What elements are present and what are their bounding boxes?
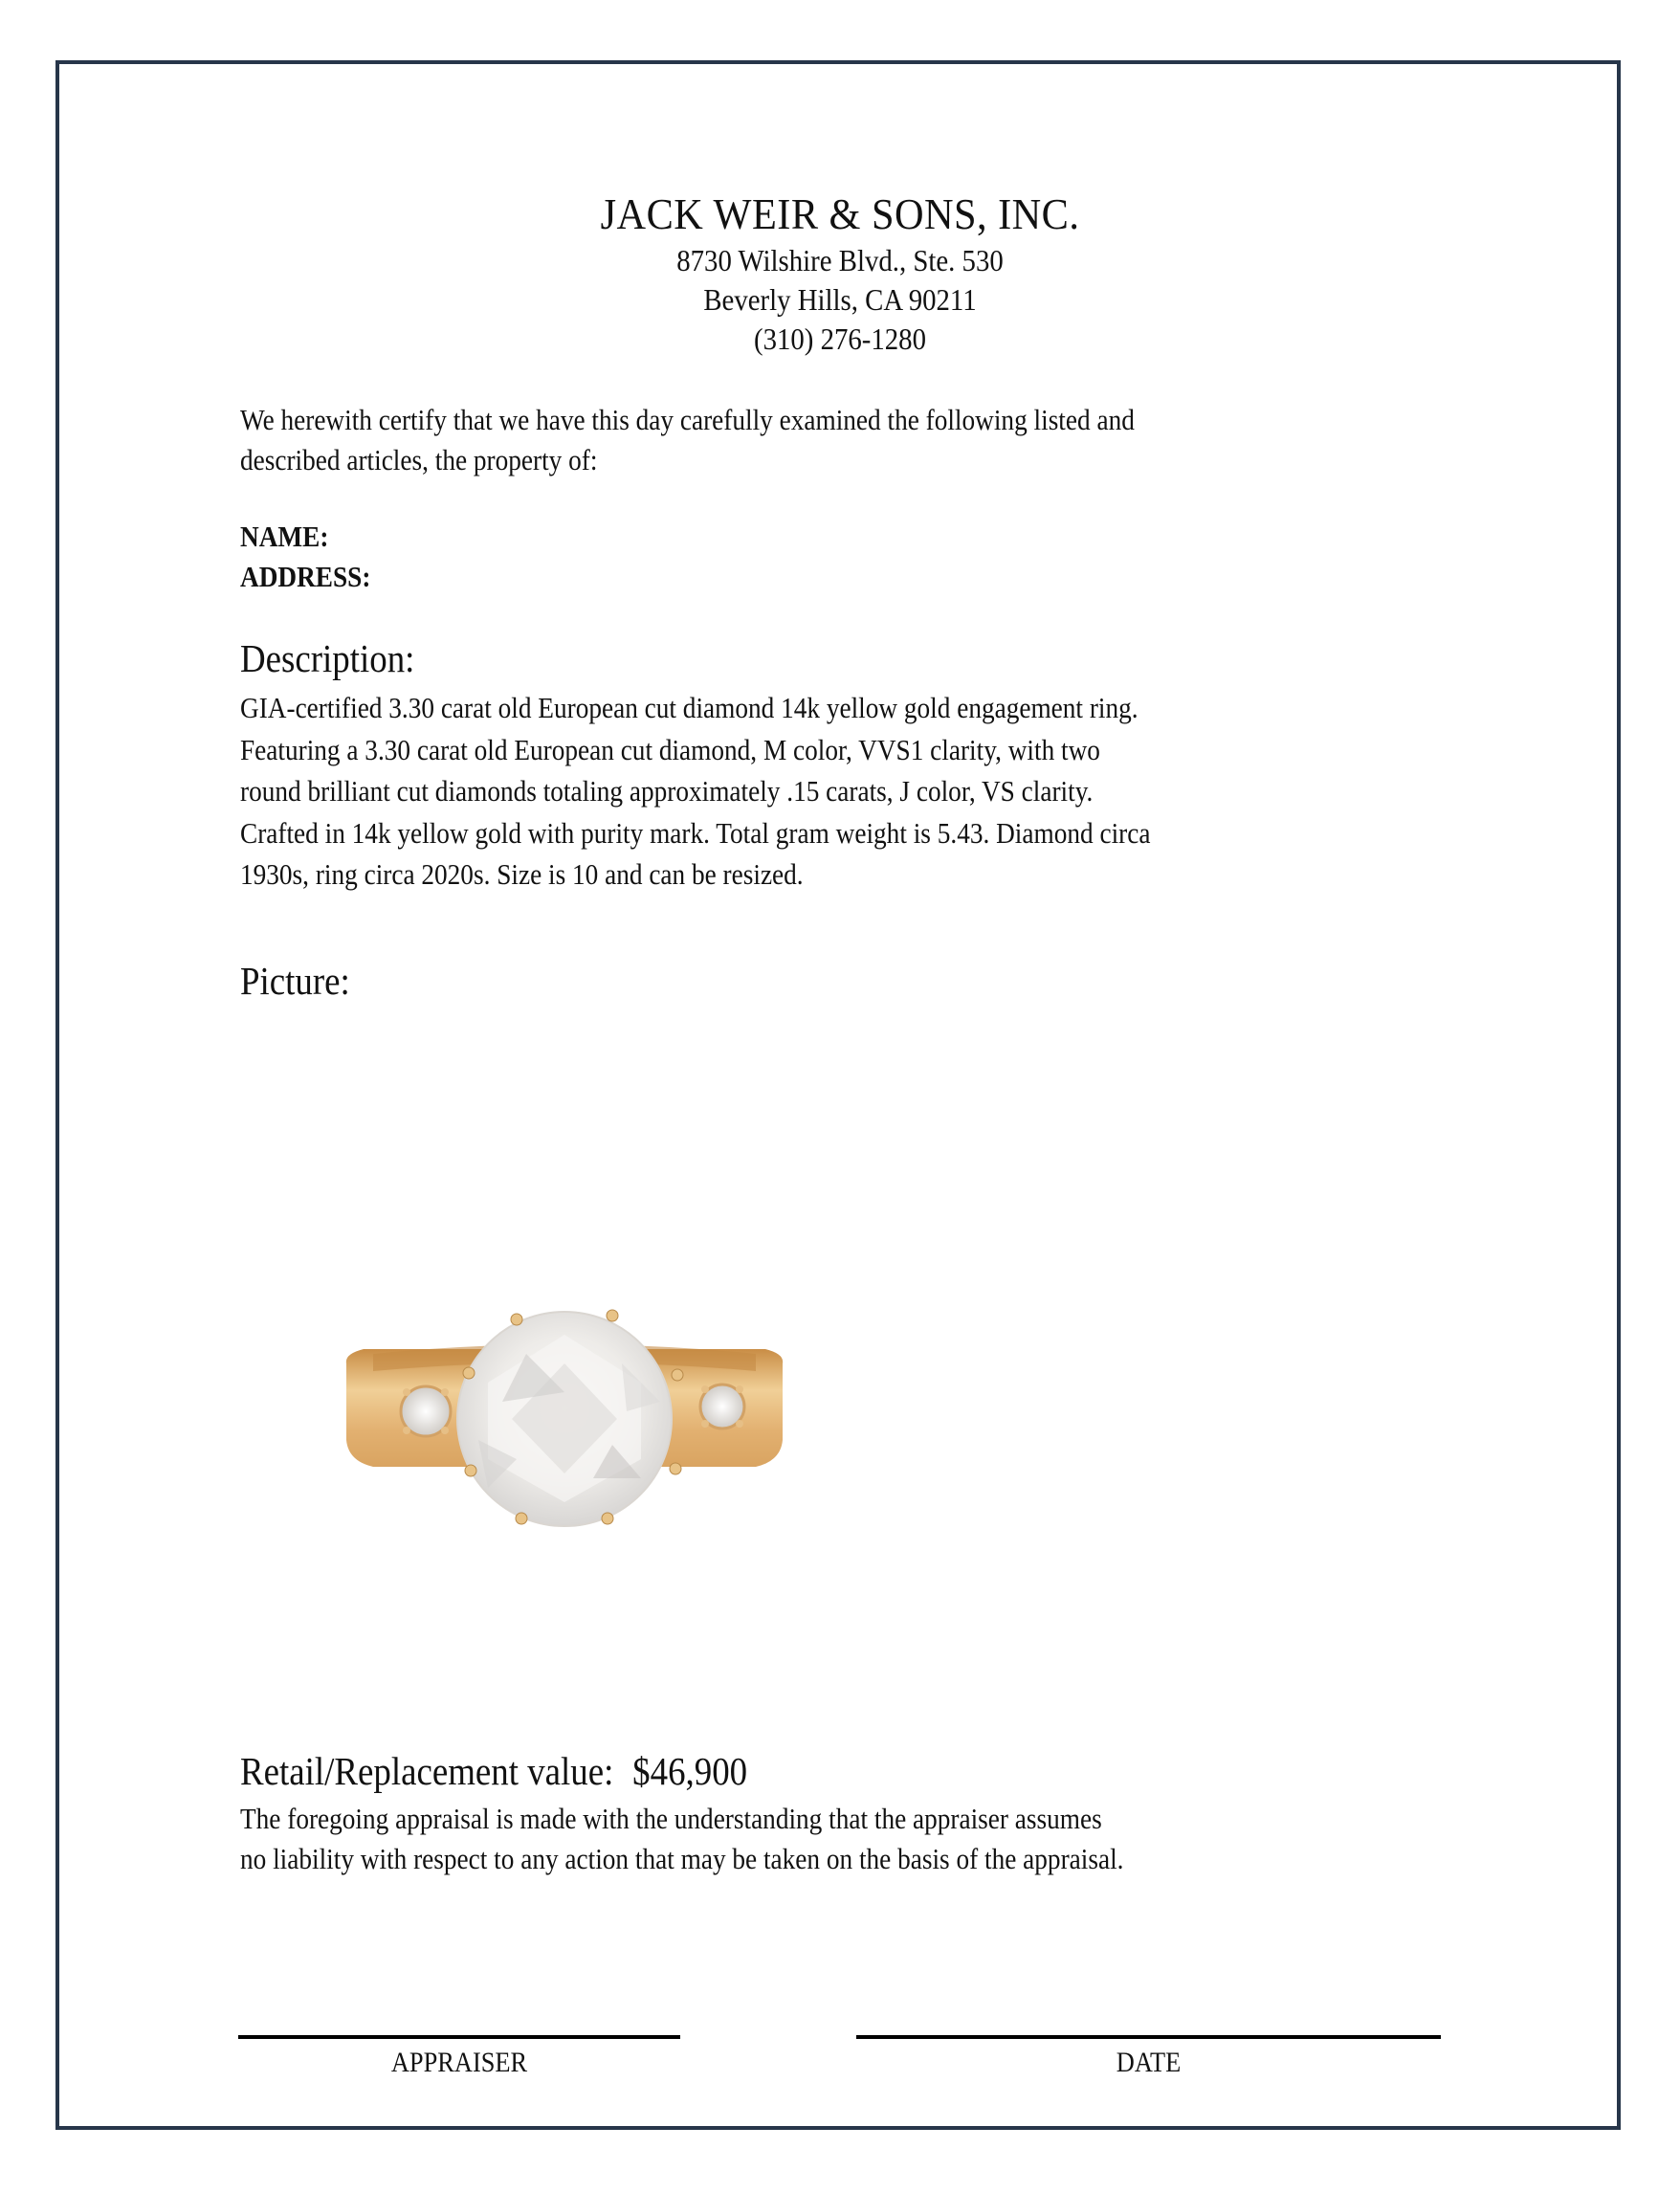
description-line: Featuring a 3.30 carat old European cut diamond, M color, VVS1 clarity, with two <box>240 732 1100 766</box>
side-diamond-right <box>700 1384 744 1429</box>
description-line: round brilliant cut diamonds totaling approximately .15 carats, J color, VS clarity. <box>240 774 1094 808</box>
valuation <box>240 1747 1484 1795</box>
valuation-label: Retail/Replacement value: <box>240 1749 614 1793</box>
company-name: JACK WEIR & SONS, INC. <box>600 189 1080 238</box>
disclaimer <box>240 1799 1484 1879</box>
company-address-line1: 8730 Wilshire Blvd., Ste. 530 <box>676 243 1004 277</box>
owner-details <box>240 517 1484 597</box>
picture-section <box>240 957 1484 1005</box>
description-body <box>240 687 1484 896</box>
certification-line-2: described articles, the property of: <box>240 443 598 476</box>
certification-statement <box>240 400 1484 480</box>
appraiser-signature-line <box>238 2035 680 2039</box>
valuation-line <box>240 1747 1359 1795</box>
date-label: DATE <box>1116 2047 1182 2078</box>
date-signature-line <box>856 2035 1441 2039</box>
description-line: GIA-certified 3.30 carat old European cut diamond 14k yellow gold engagement ring. <box>240 691 1138 724</box>
letterhead <box>0 188 1680 359</box>
owner-address-field <box>240 557 1335 597</box>
disclaimer-line-1: The foregoing appraisal is made with the understanding that the appraiser assumes <box>240 1802 1102 1835</box>
description-heading: Description: <box>240 636 415 680</box>
certification-line-1: We herewith certify that we have this day carefully examined the following listed and <box>240 403 1135 436</box>
description-section <box>240 634 1484 682</box>
owner-name-field <box>240 517 1335 557</box>
side-diamond-left <box>401 1386 451 1436</box>
picture-heading: Picture: <box>240 959 350 1003</box>
company-phone: (310) 276-1280 <box>754 321 926 356</box>
owner-address-label: ADDRESS: <box>240 560 371 593</box>
disclaimer-line-2: no liability with respect to any action that may be taken on the basis of the appraisal. <box>240 1842 1124 1875</box>
description-line: Crafted in 14k yellow gold with purity mark. Total gram weight is 5.43. Diamond circa <box>240 815 1151 850</box>
valuation-amount: $46,900 <box>632 1749 748 1793</box>
company-address-line2: Beverly Hills, CA 90211 <box>703 282 977 317</box>
description-line: 1930s, ring circa 2020s. Size is 10 and can be resized. <box>240 857 804 891</box>
center-diamond <box>457 1312 672 1526</box>
ring-image <box>335 1296 794 1536</box>
appraiser-label: APPRAISER <box>390 2047 528 2078</box>
owner-name-label: NAME: <box>240 520 329 553</box>
